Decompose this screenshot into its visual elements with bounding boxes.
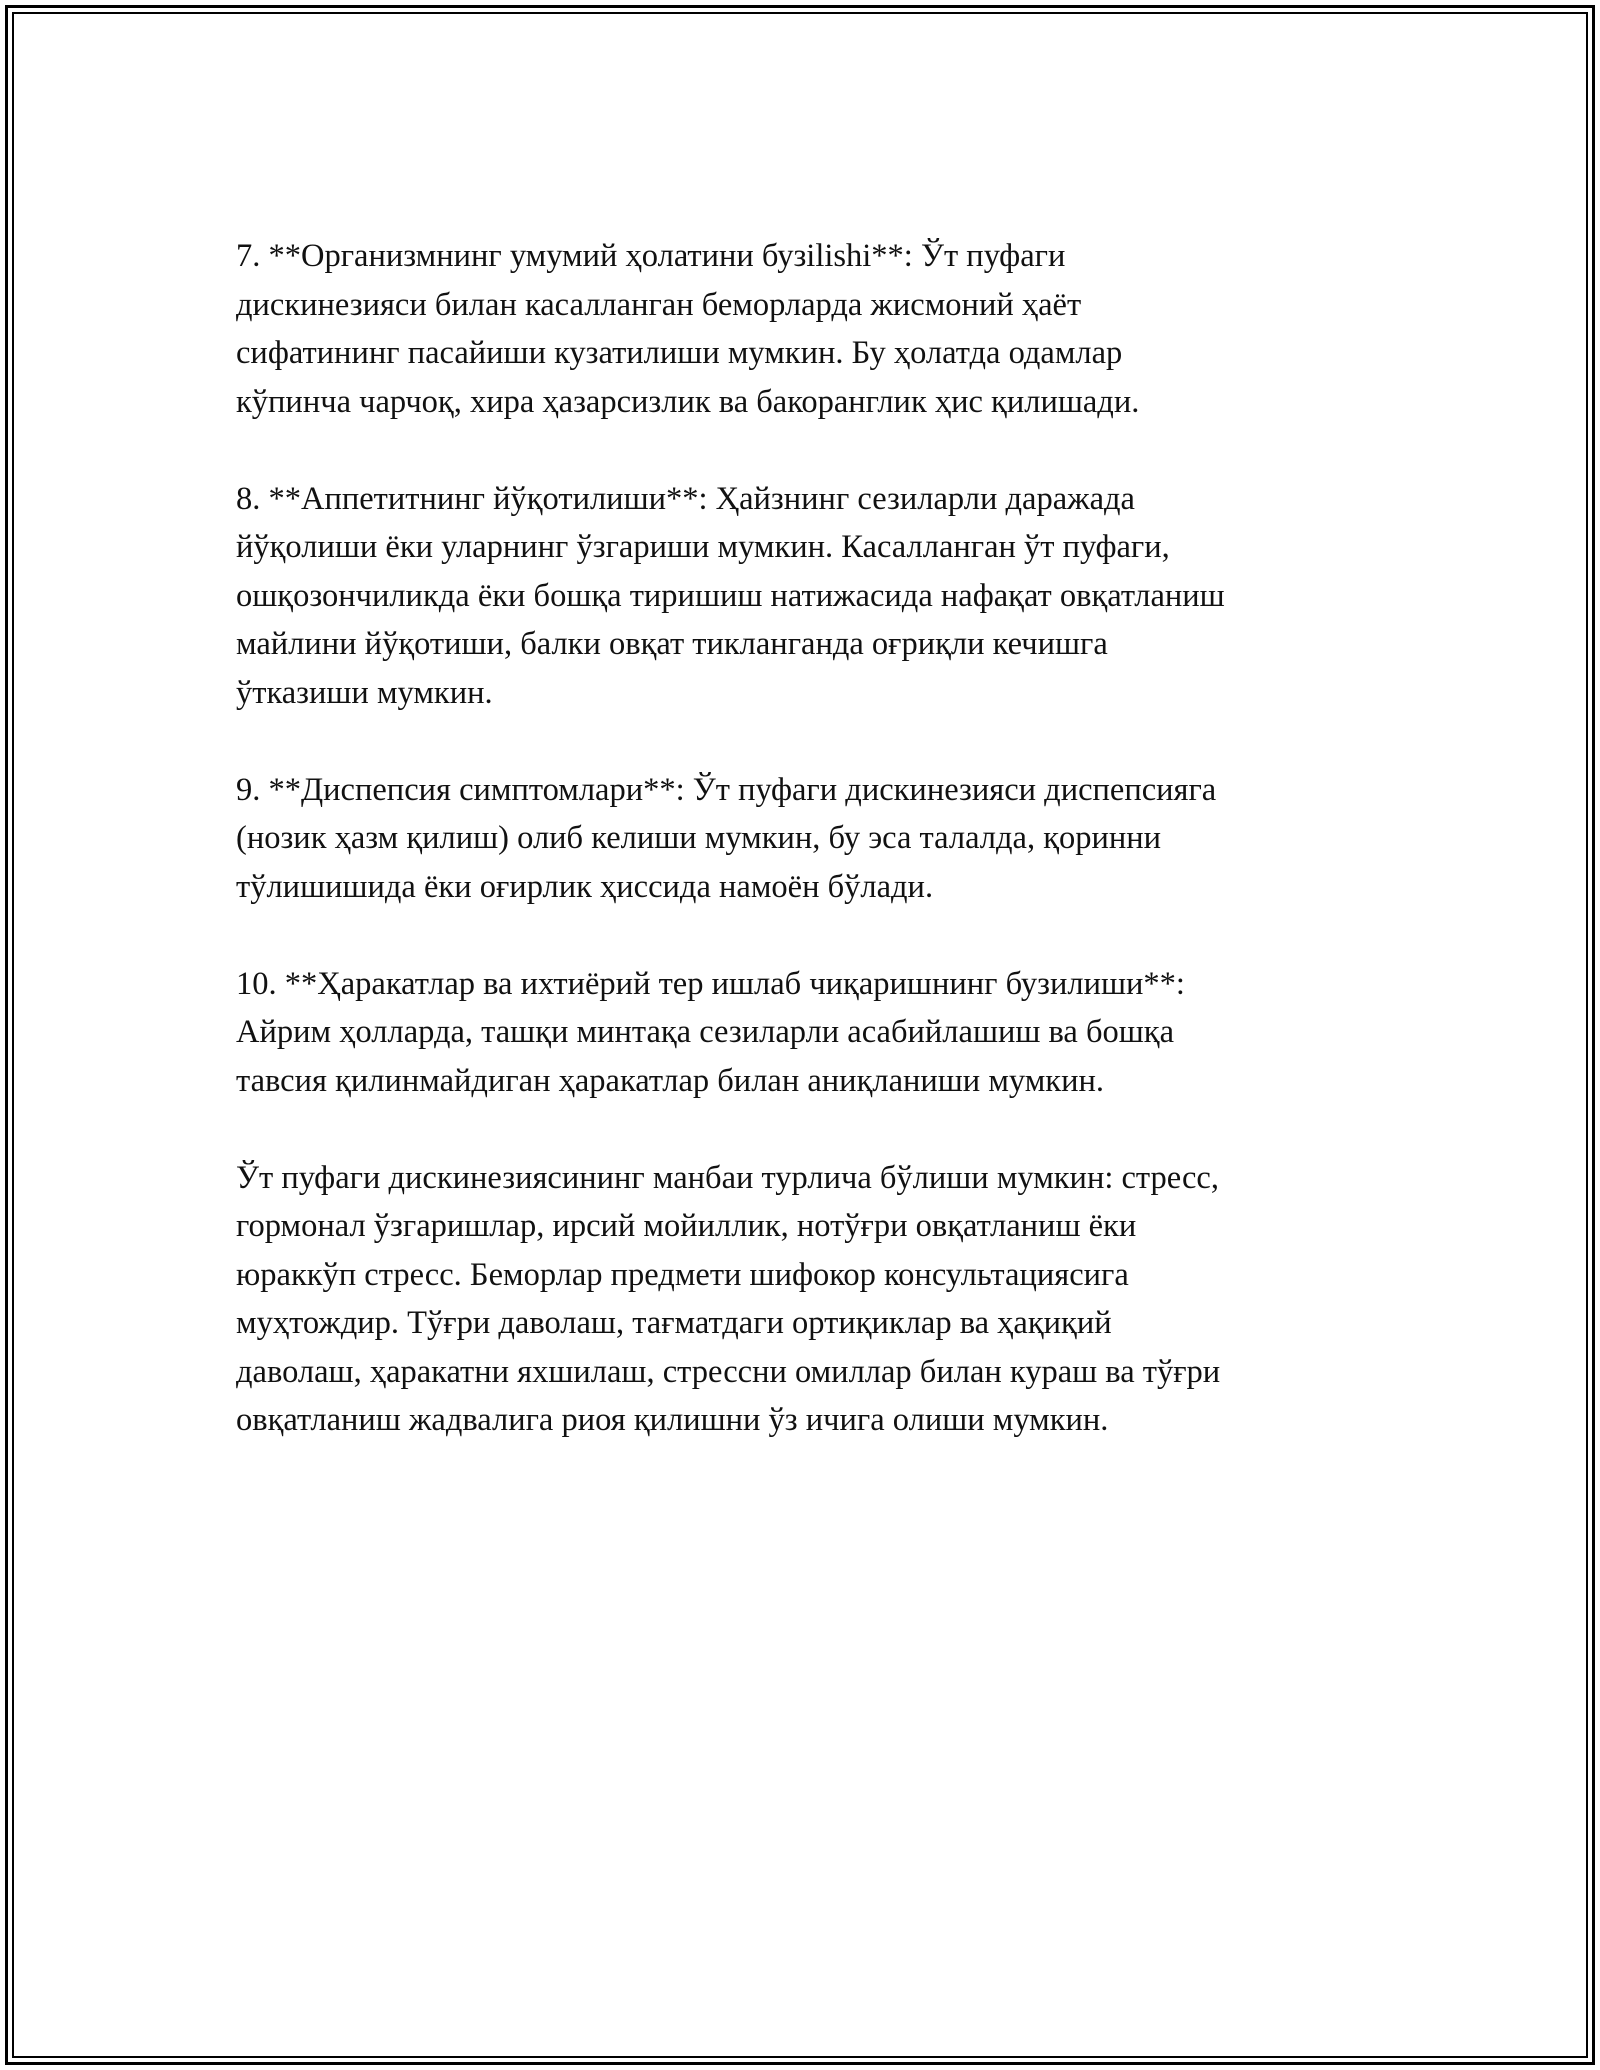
paragraph-item-8: 8. **Аппетитнинг йўқотилиши**: Ҳайзнинг сезиларли даражада йўқолиши ёки уларнинг ўзгариши мумкин. Касалланган ўт пуфаги, ошқозончиликда ёки бошқа тиришиш натижасида нафақат овқатланиш майлини йўқотиши, балки овқат тикланганда оғриқли кечишга ўтказиши мумкин. xyxy=(236,480,1225,711)
paragraph-item-7: 7. **Организмнинг умумий ҳолатини бузilishi**: Ўт пуфаги дискинезияси билан касалланган беморларда жисмоний ҳаёт сифатининг пасайиши кузатилиши мумкин. Бу ҳолатда одамлар кўпинча чарчоқ, хира ҳазарсизлик ва бакоранглик ҳис қилишади. xyxy=(236,238,1140,420)
paragraph-summary: Ўт пуфаги дискинезиясининг манбаи турлича бўлиши мумкин: стресс, гормонал ўзгаришлар, ирсий мойиллик, нотўғри овқатланиш ёки юраккўп стресс. Беморлар предмети шифокор консультациясига муҳтождир. Тўғри даволаш, тағматдаги ортиқиклар ва ҳақиқий даволаш, ҳаракатни яхшилаш, стрессни омиллар билан кураш ва тўғри овқатланиш жадвалига риоя қилишни ўз ичига олиши мумкин. xyxy=(236,1159,1221,1438)
document-body xyxy=(236,232,1386,1445)
paragraph-item-9: 9. **Диспепсия симптомлари**: Ўт пуфаги дискинезияси диспепсияга (нозик ҳазм қилиш) олиб келиши мумкин, бу эса талалда, қоринни тўлишишида ёки оғирлик ҳиссида намоён бўлади. xyxy=(236,771,1217,905)
paragraph-item-10: 10. **Ҳаракатлар ва ихтиёрий тер ишлаб чиқаришнинг бузилиши**: Айрим ҳолларда, ташқи минтақа сезиларли асабийлашиш ва бошқа тавсия қилинмайдиган ҳаракатлар билан аниқланиши мумкин. xyxy=(236,965,1185,1099)
